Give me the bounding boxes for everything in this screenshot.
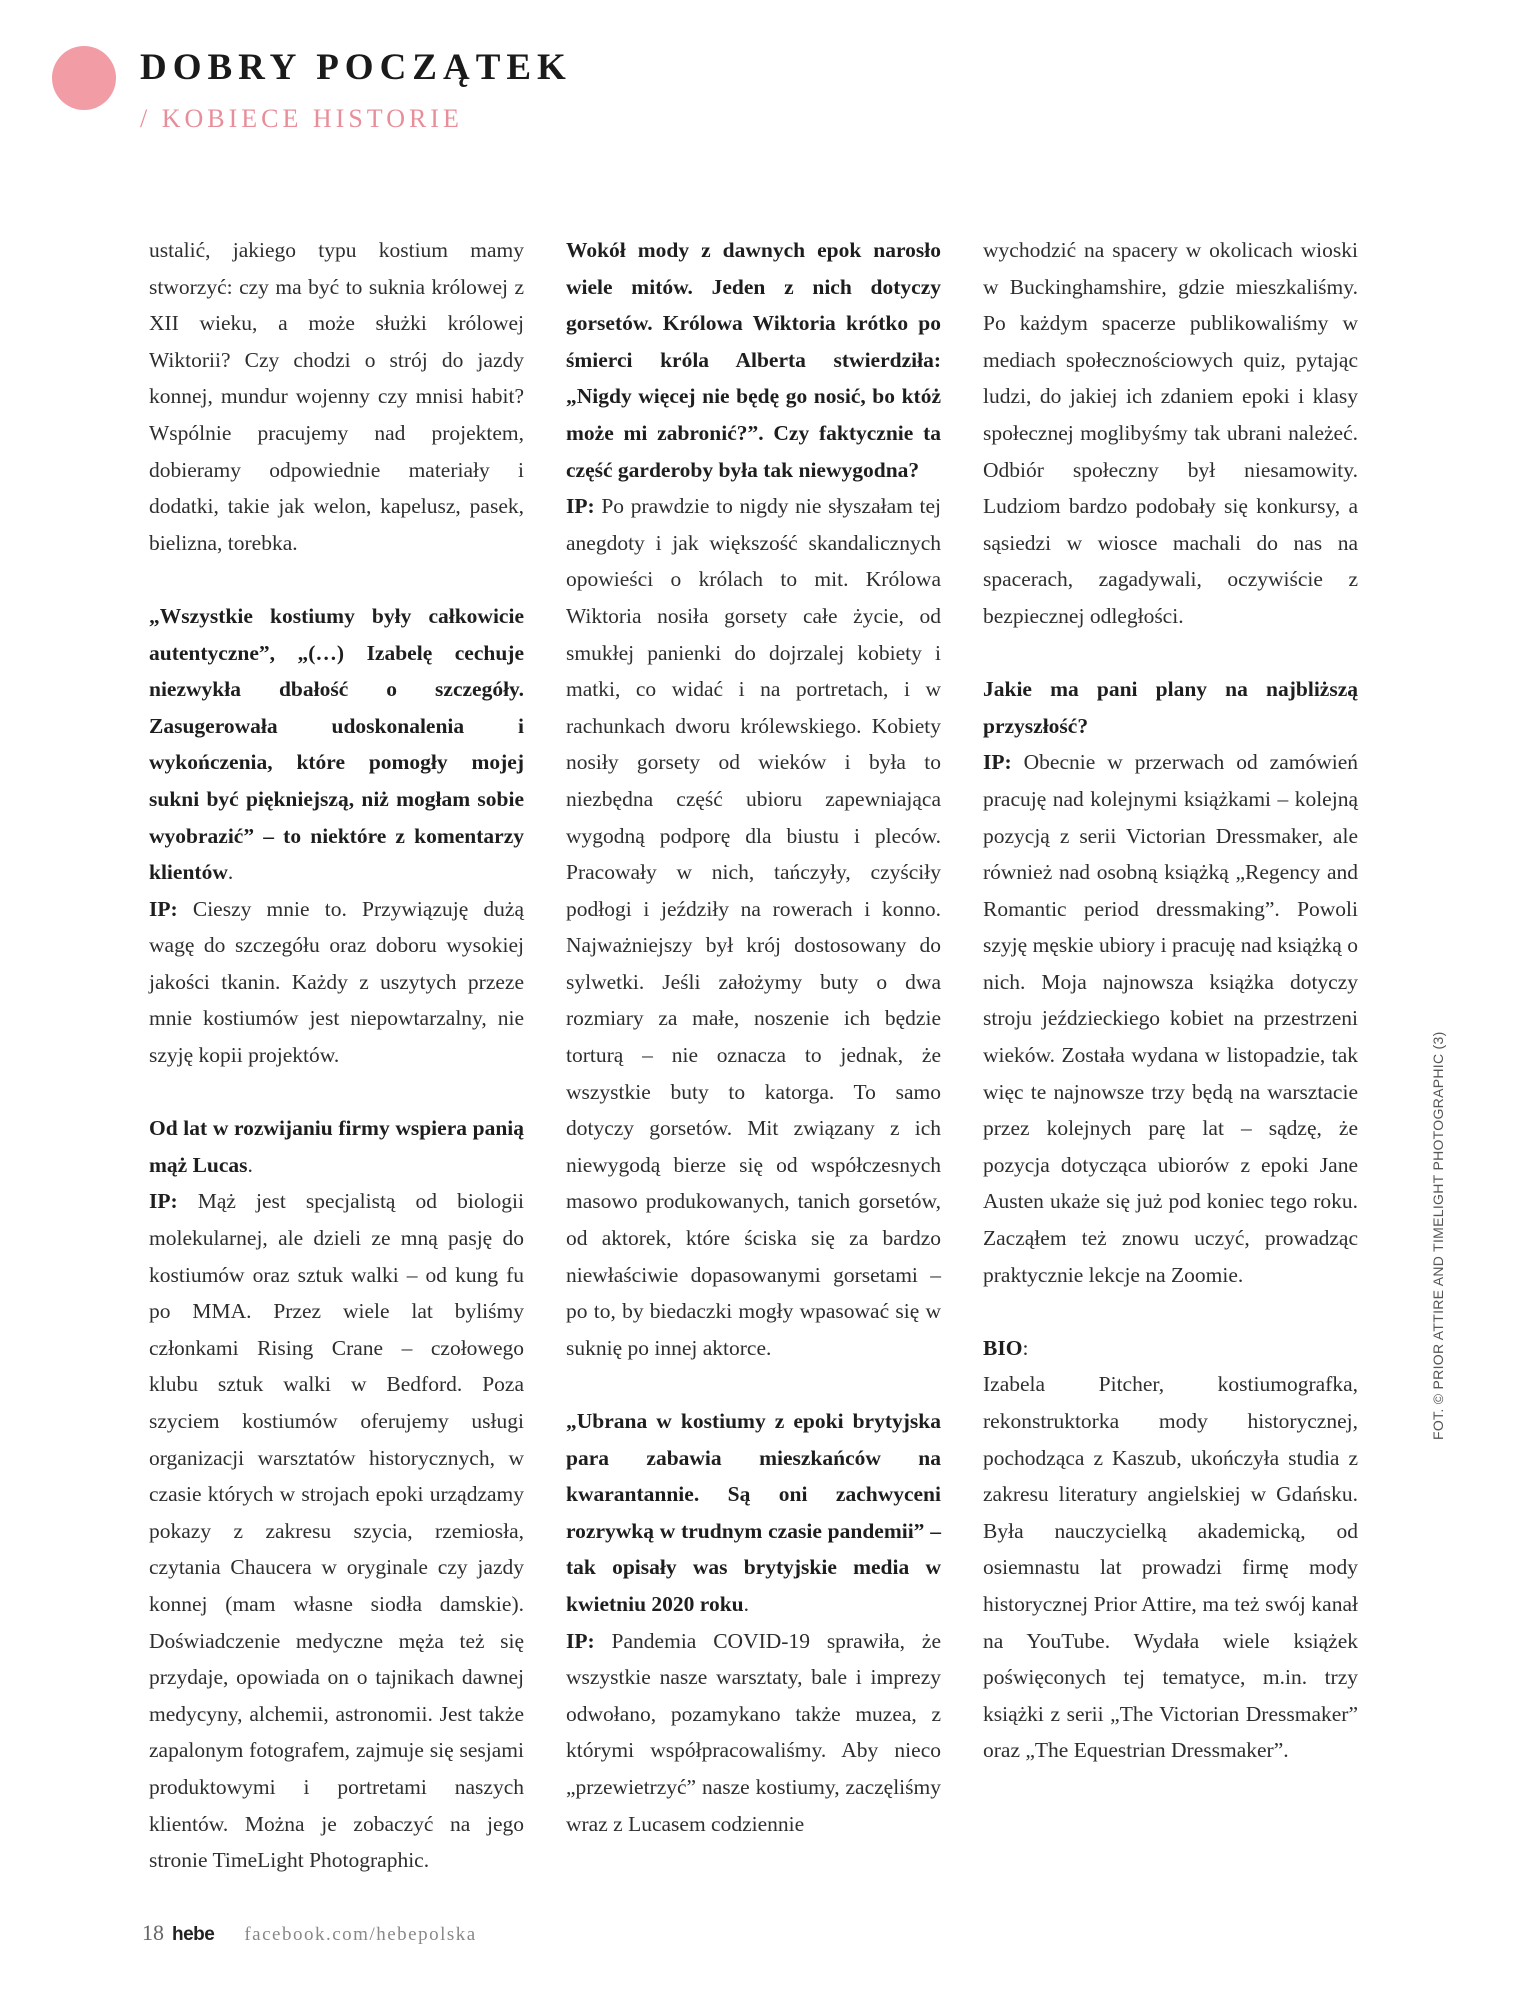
answer-text: Mąż jest specjalistą od biologii molekularnej, ale dzieli ze mną pasję do kostiumów oraz sztuk walki – od kung fu po MMA. Przez wiele lat byliśmy członkami Rising Crane – czołowego klubu sztuk walki w Bedford. Poza szyciem kostiumów oferujemy usługi organizacji warsztatów historycznych, w czasie których w strojach epoki urządzamy pokazy z zakresu szycia, rzemiosła, czytania Chaucera w oryginale czy jazdy konnej (mam własne siodła damskie). Doświadczenie medyczne męża też się przydaje, opowiada on o tajnikach dawnej medycyny, alchemii, astronomii. Jest także zapalonym fotografem, zajmuje się sesjami produktowymi i portretami naszych klientów. Można je zobaczyć na jego stronie TimeLight Photographic.: [149, 1189, 524, 1873]
bio-text: Izabela Pitcher, kostiumografka, rekonstruktorka mody historycznej, pochodząca z Kaszub, ukończyła studia z zakresu literatury angielskiej w Gdańsku. Była nauczycielką akademicką, od osiemnastu lat prowadzi firmę mody historycznej Prior Attire, ma też swój kanał na YouTube. Wydała wiele książek poświęconych tej tematyce, m.in. trzy książki z serii „The Victorian Dressmaker” oraz „The Equestrian Dressmaker”.: [983, 1372, 1358, 1763]
question-text: Wokół mody z dawnych epok narosło wiele mitów. Jeden z nich dotyczy gorsetów. Królowa Wiktoria krótko po śmierci króla Alberta stwierdziła: „Nigdy więcej nie będę go nosić, bo któż może mi zabronić?”. Czy faktycznie ta część garderoby była tak niewygodna?: [566, 238, 941, 482]
ip-label: IP:: [149, 896, 178, 921]
question-end: .: [227, 860, 234, 885]
question-text: „Wszystkie kostiumy były całkowicie autentyczne”, „(…) Izabelę cechuje niezwykła dbałość o szczegóły. Zasugerowała udoskonalenia i wykończenia, które pomogły mojej sukni być piękniejszą, niż mogłam sobie wyobrazić” – to niektóre z komentarzy klientów: [149, 603, 524, 885]
ip-label: IP:: [983, 750, 1012, 775]
ip-label: IP:: [566, 1628, 595, 1653]
question: [983, 671, 1358, 1293]
question: [566, 1403, 941, 1842]
bio-colon: :: [1022, 1335, 1029, 1360]
paragraph: wychodzić na spacery w okolicach wioski w Buckinghamshire, gdzie mieszkaliśmy. Po każdym spacerze publikowaliśmy w mediach społecznościowych quiz, pytając ludzi, do jakiej ich zdaniem epoki i klasy społecznej moglibyśmy tak ubrani należeć. Odbiór społeczny był niesamowity. Ludziom bardzo podobały się konkursy, a sąsiedzi w wiosce machali do nas na spacerach, zagadywali, oczywiście z bezpiecznej odległości.: [983, 238, 1358, 628]
ip-label: IP:: [566, 494, 595, 519]
question-end: .: [743, 1591, 749, 1616]
question: [566, 232, 941, 1366]
question-end: .: [247, 1152, 253, 1177]
answer-text: Pandemia COVID-19 sprawiła, że wszystkie nasze warsztaty, bale i imprezy odwołano, pozamykano także muzea, z którymi współpracowaliśmy. Aby nieco „przewietrzyć” nasze kostiumy, zaczęliśmy wraz z Lucasem codziennie: [566, 1628, 941, 1836]
article-column-3: [983, 232, 1358, 1806]
section-title: DOBRY POCZĄTEK: [140, 47, 572, 88]
brand-logo: hebe: [172, 1924, 215, 1945]
article-column-2: [566, 232, 941, 1879]
footer: [142, 1920, 477, 1946]
question-tail: – tak opisały was brytyjskie media w kwietniu 2020 roku: [566, 1518, 941, 1616]
section-subtitle: / KOBIECE HISTORIE: [140, 104, 463, 133]
bio: [983, 1330, 1358, 1769]
photo-credit: FOT. © PRIOR ATTIRE AND TIMELIGHT PHOTOGRAPHIC (3): [1430, 1031, 1446, 1440]
question-text: Od lat w rozwijaniu firmy wspiera panią mąż Lucas: [149, 1116, 524, 1177]
answer-text: Cieszy mnie to. Przywiązuję dużą wagę do szczegółu oraz doboru wysokiej jakości tkanin. Każdy z uszytych przeze mnie kostiumów jest niepowtarzalny, nie szyję kopii projektów.: [149, 896, 525, 1068]
page-number: 18: [142, 1920, 164, 1945]
question: [149, 598, 524, 1074]
bio-label: BIO: [983, 1335, 1023, 1360]
question-text: „Ubrana w kostiumy z epoki brytyjska para zabawia mieszkańców na kwarantannie. Są oni zachwyceni rozrywką w trudnym czasie pandemii”: [566, 1409, 941, 1543]
paragraph: ustalić, jakiego typu kostium mamy stworzyć: czy ma być to suknia królowej z XII wieku, a może służki królowej Wiktorii? Czy chodzi o strój do jazdy konnej, mundur wojenny czy mnisi habit? Wspólnie pracujemy nad projektem, dobieramy odpowiednie materiały i dodatki, takie jak welon, kapelusz, pasek, bielizna, torebka.: [149, 238, 524, 555]
footer-url: facebook.com/hebepolska: [244, 1924, 477, 1945]
ip-label: IP:: [149, 1189, 178, 1214]
question: [149, 1110, 524, 1878]
article-column-1: [149, 232, 524, 1915]
question-text: Jakie ma pani plany na najbliższą przyszłość?: [983, 677, 1358, 738]
header-dot: [52, 46, 116, 110]
answer-text: Obecnie w przerwach od zamówień pracuję nad kolejnymi książkami – kolejną pozycją z serii Victorian Dressmaker, ale również nad osobną książką „Regency and Romantic period dressmaking”. Powoli szyję męskie ubiory i pracuję nad książką o nich. Moja najnowsza książka dotyczy stroju jeździeckiego kobiet na przestrzeni wieków. Została wydana w listopadzie, tak więc te najnowsze trzy będą na warsztacie przez kolejnych parę lat – sądzę, że pozycja dotycząca ubiorów z epoki Jane Austen ukaże się już pod koniec tego roku. Zacząłem też znowu uczyć, prowadząc praktycznie lekcje na Zoomie.: [983, 750, 1359, 1287]
answer-text: Po prawdzie to nigdy nie słyszałam tej anegdoty i jak większość skandalicznych opowieści o królach to mit. Królowa Wiktoria nosiła gorsety całe życie, od smukłej panienki do dojrzalej kobiety i matki, co widać i na portretach, i w rachunkach dworu królewskiego. Kobiety nosiły gorsety od wieków i była to niezbędna część ubioru zapewniająca wygodną podporę dla biustu i pleców. Pracowały w nich, tańczyły, czyściły podłogi i jeździły na rowerach i konno. Najważniejszy był krój dostosowany do sylwetki. Jeśli założymy buty o dwa rozmiary za małe, noszenie ich będzie torturą – nie oznacza to jednak, że wszystkie buty to katorga. To samo dotyczy gorsetów. Mit związany z ich niewygodą bierze się od współczesnych masowo produkowanych, tanich gorsetów, od aktorek, które ściska się za bardzo niewłaściwie dopasowanymi gorsetami – po to, by biedaczki mogły wpasować się w suknię po innej aktorce.: [566, 494, 941, 1360]
